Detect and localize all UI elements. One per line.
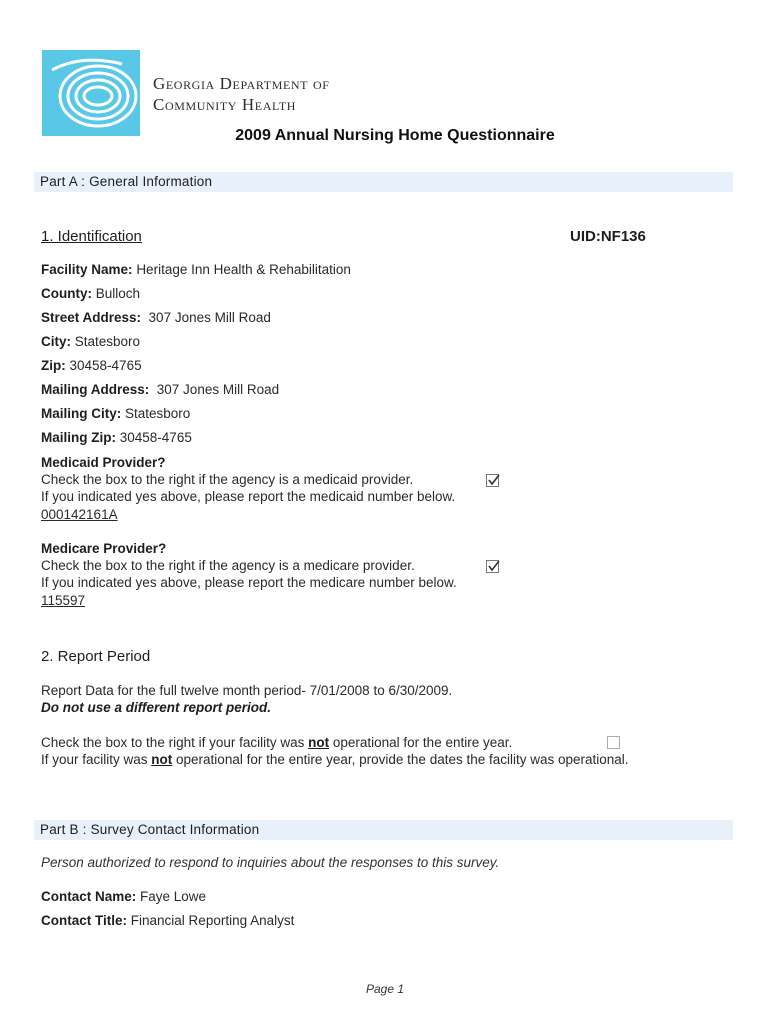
- field-value: 307 Jones Mill Road: [156, 382, 280, 397]
- field-label: Street Address:: [41, 310, 142, 325]
- not-operational-check-text: [41, 735, 512, 750]
- text-fragment: If your facility was: [41, 752, 152, 767]
- text-fragment: operational for the entire year, provide the dates the facility was operational.: [172, 752, 629, 767]
- medicaid-question: Medicaid Provider?: [41, 455, 166, 470]
- uid-label: UID:NF136: [570, 228, 646, 245]
- text-fragment: Check the box to the right if your facility was: [41, 735, 309, 750]
- operational-dates-text: [41, 752, 629, 767]
- org-line-1: Georgia Department of: [153, 74, 330, 93]
- part-a-label: Part A : General Information: [40, 174, 213, 189]
- mailing-address-field: [41, 382, 279, 397]
- mailing-zip-field: [41, 430, 192, 445]
- field-label: Mailing Address:: [41, 382, 150, 397]
- medicaid-checkbox[interactable]: [486, 474, 499, 487]
- field-value: 30458-4765: [119, 430, 192, 445]
- contact-name-field: [41, 889, 206, 904]
- field-label: City:: [41, 334, 71, 349]
- emphasis-not: not: [308, 735, 330, 750]
- field-label: Contact Name:: [41, 889, 137, 904]
- field-label: Mailing Zip:: [41, 430, 116, 445]
- part-b-label: Part B : Survey Contact Information: [40, 822, 260, 837]
- mailing-city-field: [41, 406, 190, 421]
- medicare-checkbox[interactable]: [486, 560, 499, 573]
- field-value: Financial Reporting Analyst: [130, 913, 295, 928]
- not-operational-checkbox[interactable]: [607, 736, 620, 749]
- city-field: [41, 334, 140, 349]
- checkmark-icon: [487, 474, 500, 487]
- field-value: Heritage Inn Health & Rehabilitation: [136, 262, 351, 277]
- field-value: 307 Jones Mill Road: [148, 310, 271, 325]
- medicaid-check-text: Check the box to the right if the agency is a medicaid provider.: [41, 472, 414, 487]
- facility-name-field: [41, 262, 351, 277]
- dch-logo-icon: [42, 50, 140, 136]
- medicare-question: Medicare Provider?: [41, 541, 167, 556]
- street-address-field: [41, 310, 271, 325]
- field-value: 30458-4765: [69, 358, 142, 373]
- report-period-line: Report Data for the full twelve month period- 7/01/2008 to 6/30/2009.: [41, 683, 453, 698]
- field-label: County:: [41, 286, 92, 301]
- field-label: Facility Name:: [41, 262, 133, 277]
- field-value: Statesboro: [74, 334, 141, 349]
- page-number: Page 1: [365, 982, 405, 996]
- part-b-bar: [34, 820, 733, 840]
- field-value: Bulloch: [95, 286, 141, 301]
- report-period-heading: 2. Report Period: [41, 648, 151, 665]
- medicaid-note: If you indicated yes above, please report the medicaid number below.: [41, 489, 456, 504]
- report-period-warning: Do not use a different report period.: [41, 700, 272, 715]
- zip-field: [41, 358, 142, 373]
- county-field: [41, 286, 140, 301]
- medicare-number: 115597: [41, 593, 86, 608]
- medicare-check-text: Check the box to the right if the agency is a medicare provider.: [41, 558, 415, 573]
- identification-heading: 1. Identification: [41, 228, 142, 245]
- field-value: Statesboro: [125, 406, 191, 421]
- part-a-bar: [34, 172, 733, 192]
- text-fragment: operational for the entire year.: [329, 735, 513, 750]
- medicaid-number: 000142161A: [41, 507, 118, 522]
- org-line-2: Community Health: [153, 95, 297, 114]
- field-value: Faye Lowe: [140, 889, 207, 904]
- document-title: 2009 Annual Nursing Home Questionnaire: [235, 127, 555, 144]
- organization-name: [153, 73, 330, 115]
- checkmark-icon: [487, 560, 500, 573]
- contact-intro: Person authorized to respond to inquiries about the responses to this survey.: [41, 855, 500, 870]
- field-label: Contact Title:: [41, 913, 128, 928]
- field-label: Zip:: [41, 358, 66, 373]
- emphasis-not: not: [151, 752, 173, 767]
- field-label: Mailing City:: [41, 406, 122, 421]
- medicare-note: If you indicated yes above, please report the medicare number below.: [41, 575, 457, 590]
- contact-title-field: [41, 913, 294, 928]
